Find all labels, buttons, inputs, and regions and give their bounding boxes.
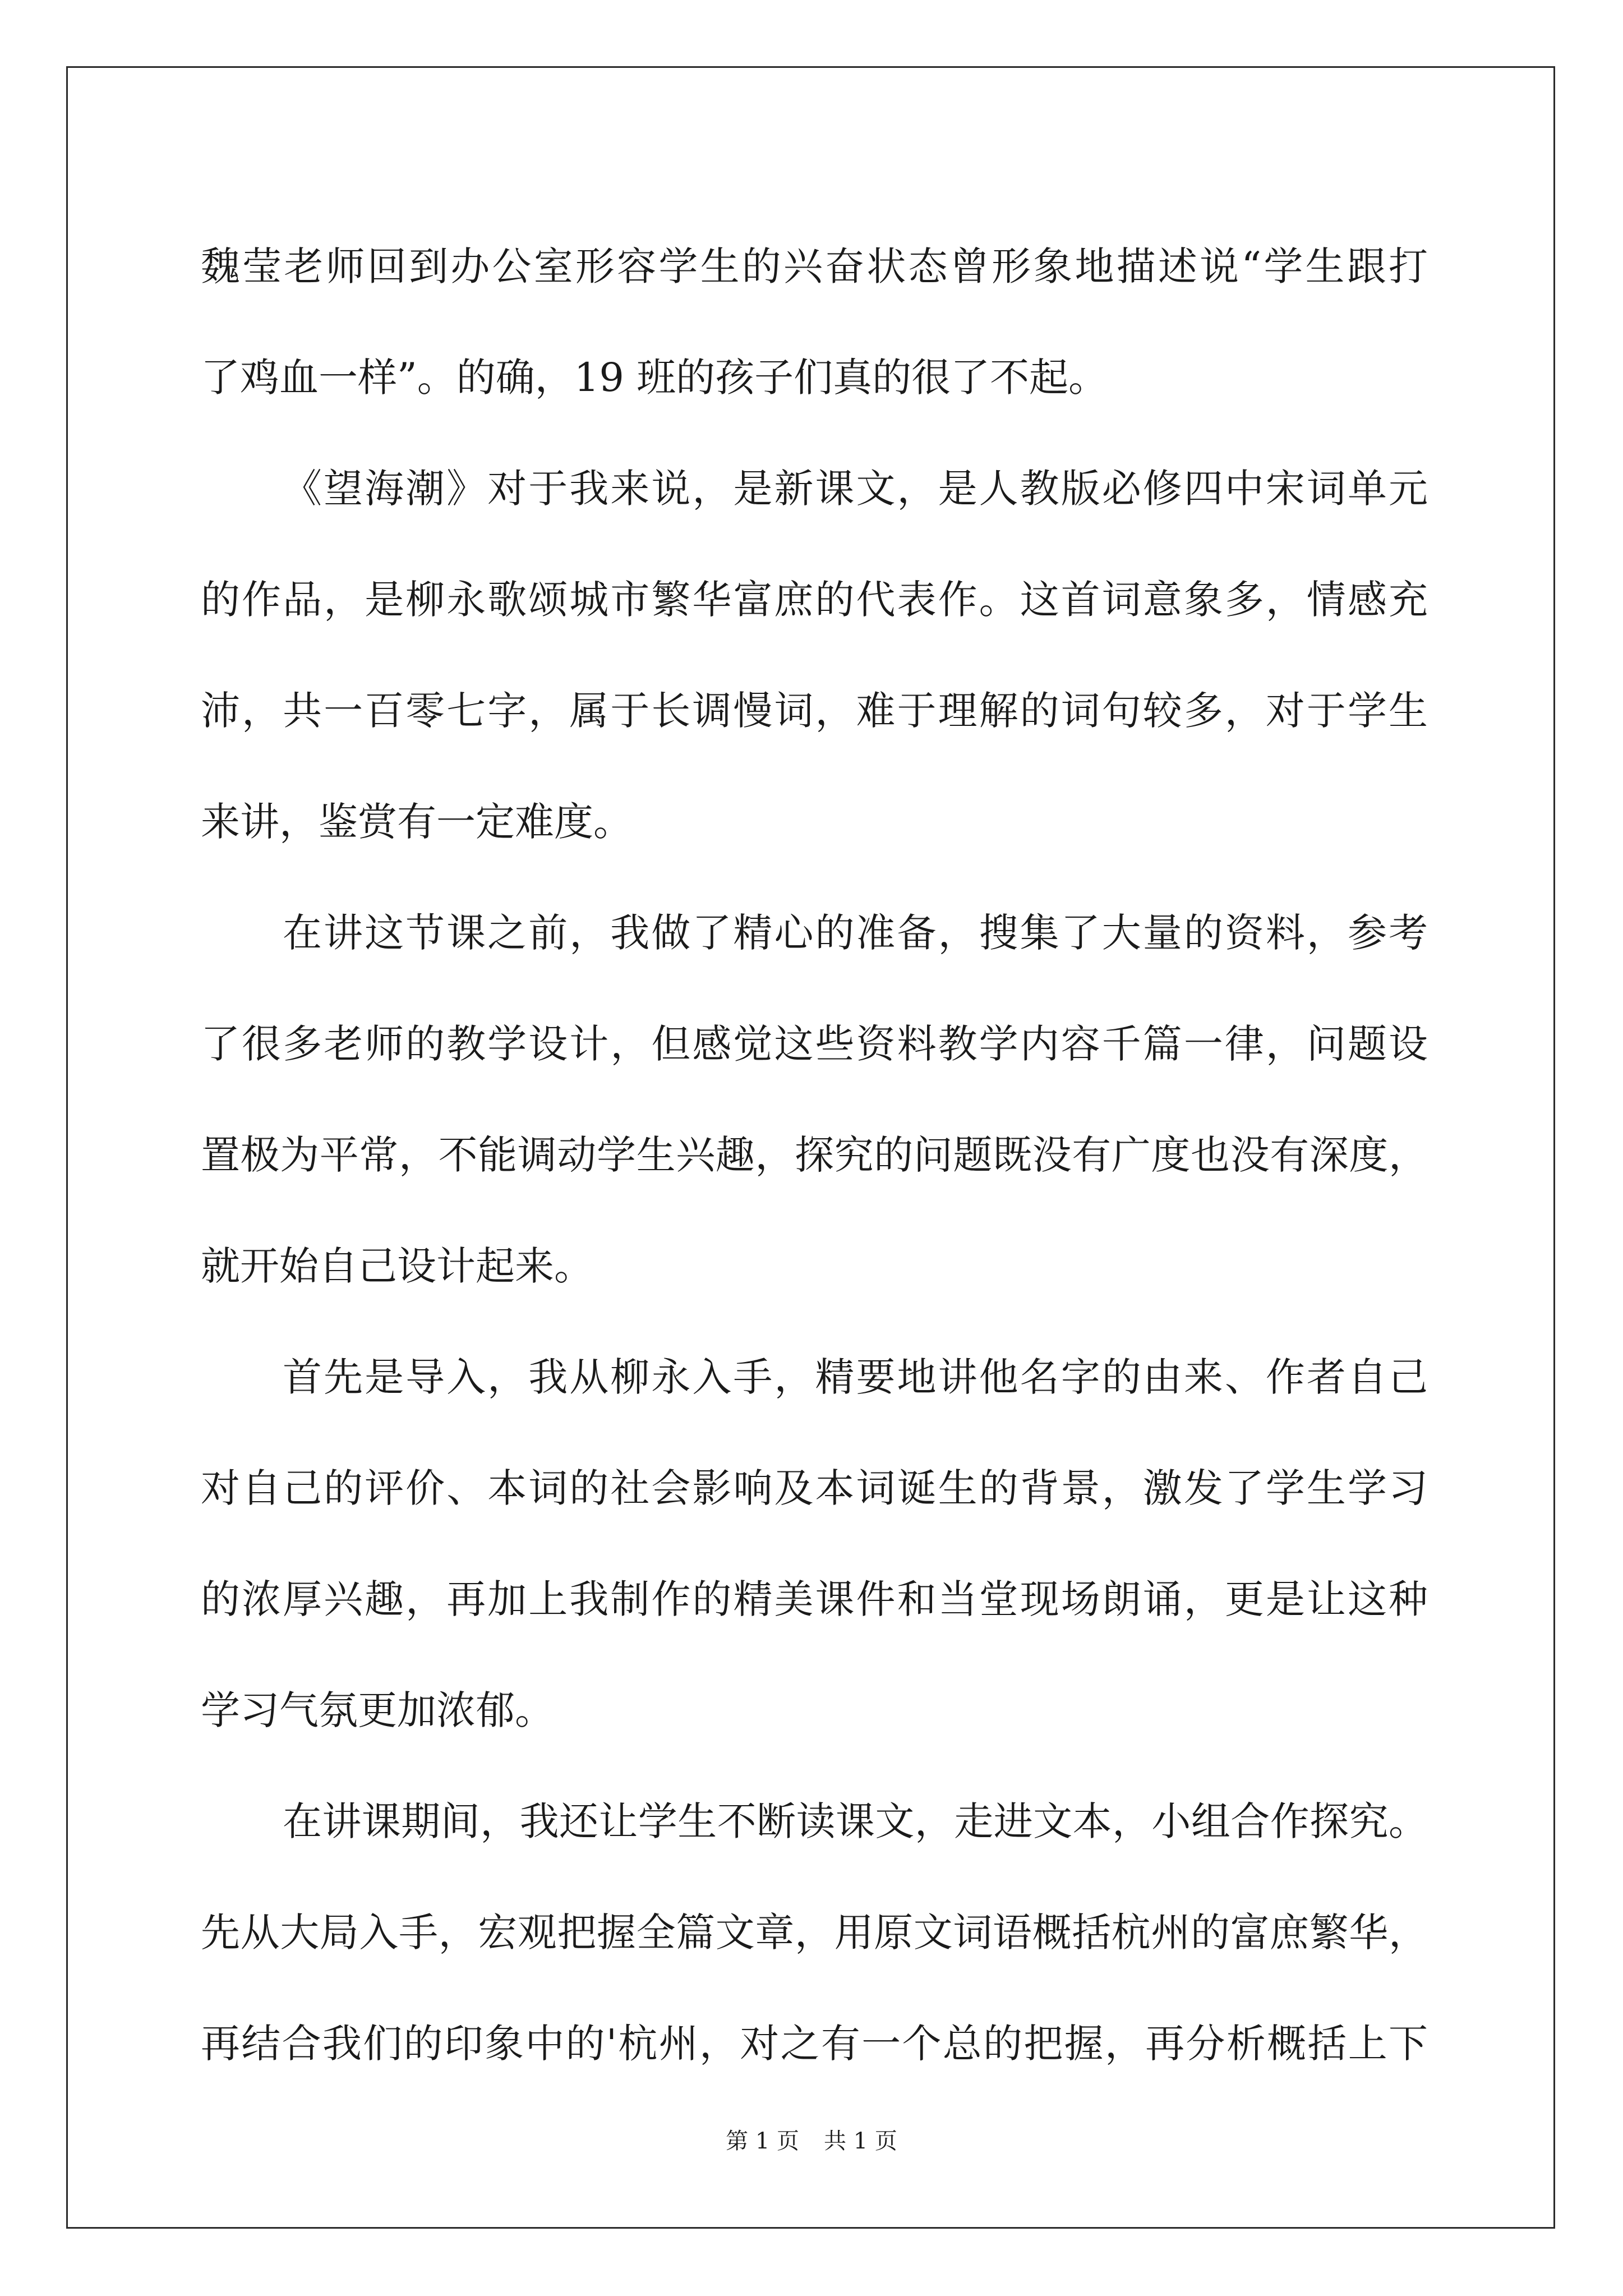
text-line: 首先是导入，我从柳永入手，精要地讲他名字的由来、作者自己 [283,1354,1428,1400]
text-line: 学习气氛更加浓郁。 [201,1687,554,1733]
page-number: 第 1 页 [726,2128,799,2154]
text-line: 在讲课期间，我还让学生不断读课文，走进文本，小组合作探究。 [283,1798,1428,1844]
text-line: 来讲，鉴赏有一定难度。 [201,799,633,845]
page-footer [0,2123,1623,2155]
text-line: 再结合我们的印象中的'杭州，对之有一个总的把握，再分析概括上下 [201,2021,1428,2067]
page-total: 共 1 页 [824,2128,897,2154]
document-body [201,211,1428,2099]
text-line: 《望海潮》对于我来说，是新课文，是人教版必修四中宋词单元 [283,466,1428,512]
text-line: 沛，共一百零七字，属于长调慢词，难于理解的词句较多，对于学生 [201,688,1428,734]
text-line: 的作品，是柳永歌颂城市繁华富庶的代表作。这首词意象多，情感充 [201,577,1428,623]
text-line: 的浓厚兴趣，再加上我制作的精美课件和当堂现场朗诵，更是让这种 [201,1576,1428,1622]
text-line: 置极为平常，不能调动学生兴趣，探究的问题既没有广度也没有深度， [201,1132,1428,1178]
text-line: 了鸡血一样”。的确，19 班的孩子们真的很了不起。 [201,355,1108,401]
text-line: 了很多老师的教学设计，但感觉这些资料教学内容千篇一律，问题设 [201,1021,1428,1067]
text-line: 在讲这节课之前，我做了精心的准备，搜集了大量的资料，参考 [283,910,1428,956]
text-line: 就开始自己设计起来。 [201,1243,593,1289]
text-line: 对自己的评价、本词的社会影响及本词诞生的背景，激发了学生学习 [201,1465,1428,1511]
text-line: 魏莹老师回到办公室形容学生的兴奋状态曾形象地描述说“学生跟打 [201,243,1428,289]
text-line: 先从大局入手，宏观把握全篇文章，用原文词语概括杭州的富庶繁华， [201,1910,1428,1955]
